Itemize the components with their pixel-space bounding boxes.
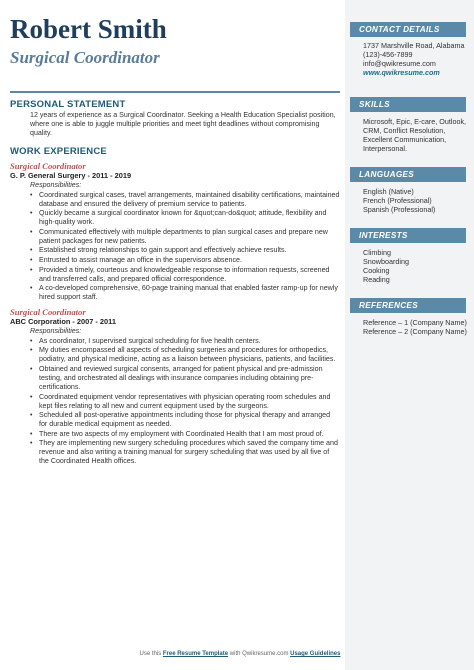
usage-guidelines-link[interactable]: Usage Guidelines — [290, 651, 341, 657]
job-title: Surgical Coordinator — [10, 161, 86, 171]
job-company: G. P. General Surgery - 2011 - 2019 — [10, 171, 132, 180]
responsibilities-label: Responsibilities: — [30, 327, 82, 336]
list-item: French (Professional) — [363, 196, 432, 205]
list-item: • Entrusted to assist manage an office in the supervisors absence. — [30, 256, 340, 265]
list-item: • Provided a timely, courteous and knowledgeable response to information requests, screened and transferred calls, and prepared official correspondence. — [30, 266, 340, 284]
footer-middle: with Qwikresume.com — [228, 651, 291, 657]
list-item: • As coordinator, I supervised surgical scheduling for five health centers. — [30, 337, 340, 346]
languages-list — [350, 187, 474, 214]
contact-address: 1737 Marshville Road, Alabama — [363, 41, 465, 50]
job-entry — [10, 307, 340, 466]
list-item: Climbing — [363, 248, 391, 257]
list-item: Reference – 1 (Company Name) — [363, 318, 467, 327]
interests-heading: INTERESTS — [350, 228, 466, 243]
references-heading: REFERENCES — [350, 298, 466, 313]
sidebar — [345, 0, 474, 670]
contact-heading: CONTACT DETAILS — [350, 22, 466, 37]
sidebar-content — [350, 0, 474, 670]
personal-statement-heading: PERSONAL STATEMENT — [10, 99, 126, 110]
list-item: • Quickly became a surgical coordinator known for &quot;can-do&quot; attitude, flexibility and high-quality work. — [30, 209, 340, 227]
interests-list — [350, 248, 474, 284]
main-column — [10, 14, 340, 466]
list-item: • There are two aspects of my employment with Coordinated Health that I am most proud of. — [30, 430, 340, 439]
list-item: Snowboarding — [363, 257, 409, 266]
list-item: • A co-developed comprehensive, 60-page training manual that enabled faster ramp-up for newly hired support staff. — [30, 284, 340, 302]
responsibilities-list — [30, 191, 340, 303]
list-item: • Coordinated equipment vendor representatives with physician operating room schedules and kept files relating to all new and current equipment used by the surgeons. — [30, 393, 340, 411]
responsibilities-list — [30, 337, 340, 467]
candidate-name: Robert Smith — [10, 14, 167, 44]
list-item: • They are implementing new surgery scheduling procedures which saved the company time and revenue and also writing a training manual for surgery scheduling that was used by all five of the Coordinated Health offices. — [30, 439, 340, 466]
list-item: Spanish (Professional) — [363, 205, 436, 214]
job-entry — [10, 161, 340, 302]
list-item: Reference – 2 (Company Name) — [363, 327, 467, 336]
skills-heading: SKILLS — [350, 97, 466, 112]
skills-text: Microsoft, Epic, E-care, Outlook, CRM, Conflict Resolution, Excellent Communication, Interpersonal. — [363, 117, 467, 153]
list-item: • My duties encompassed all aspects of scheduling surgeries and procedures for orthopedics, podiatry, and physical medicine, acting as a liaison between physicians, patients, and facilities. — [30, 346, 340, 364]
free-template-link[interactable]: Free Resume Template — [162, 651, 229, 657]
languages-heading: LANGUAGES — [350, 167, 466, 182]
list-item: • Obtained and reviewed surgical consents, arranged for patient physical and pre-admission testing, and orchestrated all dealings with insurance companies including obtaining pre-certifications. — [30, 365, 340, 392]
job-title: Surgical Coordinator — [10, 307, 86, 318]
contact-phone: (123)-456-7899 — [363, 50, 413, 59]
work-experience-heading: WORK EXPERIENCE — [10, 146, 107, 157]
list-item: • Coordinated surgical cases, travel arrangements, maintained disability certifications, maintained database and ensured the delivery of premium service to patients. — [30, 191, 340, 209]
list-item: • Scheduled all post-operative appointments including those for physical therapy and arranged for durable medical equipment as needed. — [30, 411, 340, 429]
personal-statement-text: 12 years of experience as a Surgical Coordinator. Seeking a Health Education Specialist position, where one is able to juggle multiple priorities and meet tight deadlines without compromising quality. — [30, 111, 336, 137]
footer-prefix: Use this — [139, 651, 163, 657]
contact-website[interactable]: www.qwikresume.com — [363, 68, 440, 77]
footer — [10, 651, 470, 657]
list-item: • Communicated effectively with multiple departments to plan surgical cases and prepare new patient packages for new patients. — [30, 228, 340, 246]
responsibilities-label: Responsibilities: — [30, 181, 82, 189]
list-item: Reading — [363, 275, 390, 284]
list-item: English (Native) — [363, 187, 414, 196]
header-divider — [10, 91, 340, 93]
references-list — [350, 318, 474, 336]
contact-email[interactable]: info@qwikresume.com — [363, 59, 436, 68]
contact-details — [350, 41, 474, 77]
list-item: • Established strong relationships to gain support and effectively achieve results. — [30, 246, 340, 255]
list-item: Cooking — [363, 266, 390, 275]
job-company: ABC Corporation - 2007 - 2011 — [10, 317, 116, 327]
candidate-role: Surgical Coordinator — [10, 48, 160, 67]
